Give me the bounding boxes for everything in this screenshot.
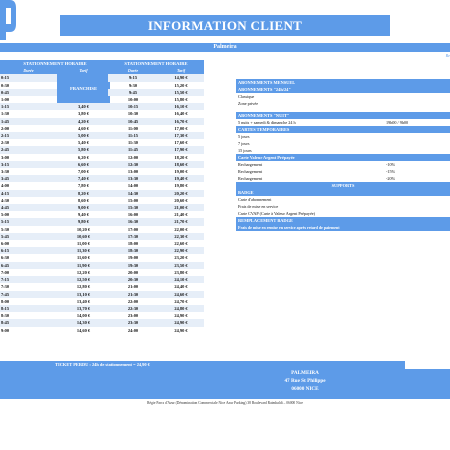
table-row bbox=[108, 118, 204, 125]
table-row bbox=[108, 125, 204, 132]
duration-cell: 6:30 bbox=[1, 255, 10, 261]
duration-cell: 7:45 bbox=[1, 291, 10, 297]
duration-cell: 0:15 bbox=[1, 75, 10, 81]
duration-cell: 20:00 bbox=[127, 269, 139, 275]
tarif-cell: 24,90 € bbox=[174, 327, 188, 333]
tarif-cell: 4,20 € bbox=[78, 118, 89, 124]
tarif-cell: 23,20 € bbox=[174, 255, 188, 261]
table-row bbox=[108, 190, 204, 197]
table-row bbox=[108, 291, 204, 298]
table-row bbox=[0, 211, 110, 218]
table-row bbox=[108, 74, 204, 81]
col-duree: Durée bbox=[0, 67, 57, 74]
recharge-label: Rechargement bbox=[238, 176, 263, 181]
duration-cell: 1:30 bbox=[1, 111, 10, 117]
duration-cell: 3:00 bbox=[1, 154, 10, 160]
duration-cell: 2:30 bbox=[1, 140, 10, 146]
table-row bbox=[0, 125, 110, 132]
duration-cell: 12:30 bbox=[127, 161, 139, 167]
tarif-cell: 13,10 € bbox=[76, 291, 91, 297]
duration-cell: 8:45 bbox=[1, 320, 10, 326]
abo-nuit-item: 5 nuits + samedi & dimanche 24 h bbox=[238, 120, 296, 125]
duration-cell: 9:45 bbox=[128, 89, 138, 95]
table-row bbox=[108, 319, 204, 326]
duration-cell: 18:00 bbox=[127, 241, 139, 247]
remplacement-header: REMPLACEMENT BADGE bbox=[236, 217, 450, 224]
tarif-cell: 19,40 € bbox=[174, 176, 188, 182]
list-item: 15 jours bbox=[238, 148, 252, 153]
duration-cell: 16:30 bbox=[127, 219, 139, 225]
table-row bbox=[0, 327, 110, 334]
table-row bbox=[0, 283, 110, 290]
duration-cell: 18:30 bbox=[127, 248, 139, 254]
list-item bbox=[236, 168, 450, 175]
duration-cell: 23:30 bbox=[127, 320, 139, 326]
duration-cell: 10:15 bbox=[127, 104, 139, 110]
duration-cell: 9:15 bbox=[128, 75, 138, 81]
tarif-cell: 13,40 € bbox=[76, 298, 91, 304]
table-row bbox=[108, 139, 204, 146]
hourly-table-middle bbox=[108, 60, 204, 334]
table-row bbox=[108, 283, 204, 290]
tarif-cell: 16,70 € bbox=[174, 118, 188, 124]
table-row bbox=[108, 161, 204, 168]
table-row bbox=[0, 233, 110, 240]
duration-cell: 7:00 bbox=[1, 269, 10, 275]
badge-header: BADGE bbox=[236, 189, 450, 196]
tarif-cell: 23,80 € bbox=[174, 269, 188, 275]
duration-cell: 11:00 bbox=[127, 125, 138, 131]
duration-cell: 2:45 bbox=[1, 147, 10, 153]
duration-cell: 4:45 bbox=[1, 205, 10, 211]
duration-cell: 5:00 bbox=[1, 212, 10, 218]
duration-cell: 11:30 bbox=[127, 140, 138, 146]
tarif-cell: 14,30 € bbox=[76, 320, 91, 326]
table-row bbox=[108, 254, 204, 261]
tarif-cell: 17,90 € bbox=[174, 147, 188, 153]
tarif-cell: 9,40 € bbox=[78, 212, 89, 218]
tarif-cell: 7,00 € bbox=[78, 169, 89, 175]
duration-cell: 1:00 bbox=[1, 97, 10, 103]
table-row bbox=[0, 182, 110, 189]
duration-cell: 24:00 bbox=[127, 327, 139, 333]
table-row bbox=[0, 103, 110, 110]
table-row bbox=[108, 247, 204, 254]
duration-cell: 21:30 bbox=[127, 291, 139, 297]
duration-cell: 5:45 bbox=[1, 233, 10, 239]
table-row bbox=[108, 110, 204, 117]
table-row bbox=[108, 132, 204, 139]
city-banner: Palmeira bbox=[0, 43, 450, 52]
tarif-cell: 18,60 € bbox=[174, 161, 188, 167]
tarif-cell: 12,80 € bbox=[76, 284, 91, 290]
recharge-pct: -10% bbox=[386, 162, 396, 167]
table-row bbox=[0, 132, 110, 139]
tarif-cell: 22,90 € bbox=[174, 248, 188, 254]
address-street: 47 Rue St Philippe bbox=[284, 378, 326, 384]
tarif-cell: 21,40 € bbox=[174, 212, 188, 218]
duration-cell: 23:00 bbox=[127, 313, 139, 319]
list-item bbox=[236, 119, 450, 126]
subscriptions-panel bbox=[236, 79, 450, 231]
tarif-cell: 9,80 € bbox=[78, 219, 89, 225]
duration-cell: 3:30 bbox=[1, 169, 10, 175]
tarif-cell: 12,20 € bbox=[76, 269, 91, 275]
tarif-cell: 11,90 € bbox=[77, 262, 90, 268]
tarif-cell: 24,10 € bbox=[174, 277, 188, 283]
tarif-cell: 10,60 € bbox=[76, 233, 91, 239]
duration-cell: 0:30 bbox=[1, 82, 10, 88]
table-header: STATIONNEMENT HORAIRE bbox=[0, 60, 110, 67]
tarif-cell: 22,60 € bbox=[174, 241, 188, 247]
table-row bbox=[0, 139, 110, 146]
table-row bbox=[0, 197, 110, 204]
tarif-cell: 7,40 € bbox=[78, 176, 89, 182]
duration-cell: 22:30 bbox=[127, 305, 139, 311]
tarif-cell: 4,60 € bbox=[78, 125, 89, 131]
list-item bbox=[236, 161, 450, 168]
duration-cell: 19:00 bbox=[127, 255, 139, 261]
tarif-cell: 8,60 € bbox=[78, 197, 89, 203]
list-item: Carte d'abonnement bbox=[238, 197, 272, 202]
table-row bbox=[108, 305, 204, 312]
table-row bbox=[108, 175, 204, 182]
abo-24-header: ABONNEMENTS "24h/24" bbox=[236, 86, 450, 93]
table-row bbox=[0, 262, 110, 269]
tarif-cell: 11,00 € bbox=[77, 241, 90, 247]
table-row bbox=[0, 240, 110, 247]
col-tarif: Tarif bbox=[158, 67, 204, 74]
table-row bbox=[0, 269, 110, 276]
tarif-cell: 14,60 € bbox=[76, 327, 91, 333]
table-row bbox=[0, 74, 110, 81]
tarif-cell: 8,20 € bbox=[78, 190, 89, 196]
tarif-cell: 15,80 € bbox=[174, 97, 188, 103]
table-row bbox=[108, 168, 204, 175]
page-title: INFORMATION CLIENT bbox=[60, 15, 390, 36]
table-row bbox=[0, 247, 110, 254]
duration-cell: 6:45 bbox=[1, 262, 10, 268]
tarif-cell: 20,20 € bbox=[174, 190, 188, 196]
tarif-cell: 5,00 € bbox=[78, 133, 89, 139]
tarif-cell: 5,40 € bbox=[78, 140, 89, 146]
lost-ticket-note: TICKET PERDU : 24h de stationnement = 24,90 € bbox=[0, 361, 205, 369]
table-row bbox=[0, 190, 110, 197]
duration-cell: 5:30 bbox=[1, 226, 10, 232]
table-row bbox=[0, 204, 110, 211]
table-header: STATIONNEMENT HORAIRE bbox=[108, 60, 204, 67]
duration-cell: 5:15 bbox=[1, 219, 10, 225]
duration-cell: 21:00 bbox=[127, 284, 139, 290]
recharge-label: Rechargement bbox=[238, 169, 263, 174]
recharge-label: Rechargement bbox=[238, 162, 263, 167]
duration-cell: 15:30 bbox=[127, 205, 139, 211]
table-row bbox=[108, 211, 204, 218]
duration-cell: 0:45 bbox=[1, 89, 10, 95]
table-row bbox=[108, 262, 204, 269]
table-row bbox=[108, 154, 204, 161]
duration-cell: 11:45 bbox=[127, 147, 138, 153]
tarif-cell: 17,00 € bbox=[174, 125, 188, 131]
duration-cell: 13:00 bbox=[127, 169, 139, 175]
duration-cell: 6:15 bbox=[1, 248, 10, 254]
table-row bbox=[0, 118, 110, 125]
duration-cell: 8:15 bbox=[1, 305, 10, 311]
tarif-cell: 19,00 € bbox=[174, 169, 188, 175]
table-row bbox=[0, 154, 110, 161]
tarif-cell: 14,00 € bbox=[76, 313, 91, 319]
duration-cell: 10:00 bbox=[127, 97, 139, 103]
table-row bbox=[0, 168, 110, 175]
tarif-cell: 24,70 € bbox=[174, 298, 188, 304]
tarif-cell: 24,90 € bbox=[174, 320, 188, 326]
tarif-cell: 17,30 € bbox=[174, 133, 188, 139]
table-row bbox=[108, 197, 204, 204]
tarif-cell: 6,20 € bbox=[78, 154, 89, 160]
duration-cell: 2:15 bbox=[1, 133, 10, 139]
table-row bbox=[108, 240, 204, 247]
address-block bbox=[205, 361, 405, 399]
tarif-cell: 15,20 € bbox=[174, 82, 188, 88]
address-city: 06000 NICE bbox=[291, 386, 319, 392]
table-row bbox=[108, 298, 204, 305]
table-row bbox=[108, 233, 204, 240]
table-row bbox=[108, 327, 204, 334]
list-item: 5 jours bbox=[238, 134, 250, 139]
table-row bbox=[108, 96, 204, 103]
table-row bbox=[0, 218, 110, 225]
duration-cell: 7:30 bbox=[1, 284, 10, 290]
remplacement-note: Frais de mise en remise en service après retard de paiement bbox=[236, 224, 450, 231]
tarif-cell: 11,60 € bbox=[77, 255, 90, 261]
supports-header: SUPPORTS bbox=[236, 182, 450, 189]
duration-cell: 3:45 bbox=[1, 176, 10, 182]
carte-valeur-header: Carte Valeur Argent Prépayée bbox=[236, 154, 450, 161]
tarif-cell: 24,90 € bbox=[174, 313, 188, 319]
table-row bbox=[108, 82, 204, 89]
duration-cell: 1:15 bbox=[1, 104, 10, 110]
duration-cell: 4:00 bbox=[1, 183, 10, 189]
list-item: Classique bbox=[238, 94, 255, 99]
tarif-cell: 23,50 € bbox=[174, 262, 188, 268]
abo-nuit-header: ABONNEMENTS "NUIT" bbox=[236, 112, 450, 119]
duration-cell: 9:00 bbox=[1, 327, 10, 333]
tarif-cell: 21,70 € bbox=[174, 219, 188, 225]
duration-cell: 19:30 bbox=[127, 262, 139, 268]
duration-cell: 13:30 bbox=[127, 176, 139, 182]
tarif-cell: 16,40 € bbox=[174, 111, 188, 117]
table-row bbox=[108, 103, 204, 110]
table-row bbox=[108, 146, 204, 153]
list-item: Frais de mise en service bbox=[238, 204, 279, 209]
duration-cell: 2:00 bbox=[1, 125, 10, 131]
duration-cell: 17:00 bbox=[127, 226, 139, 232]
table-row bbox=[108, 204, 204, 211]
cartes-header: CARTES TEMPORAIRES bbox=[236, 126, 450, 133]
table-row bbox=[108, 218, 204, 225]
duration-cell: 4:15 bbox=[1, 190, 10, 196]
table-row bbox=[0, 305, 110, 312]
duration-cell: 8:00 bbox=[1, 298, 10, 304]
tarif-cell: 16,10 € bbox=[174, 104, 188, 110]
tarif-cell: 22,30 € bbox=[174, 233, 188, 239]
table-row bbox=[0, 226, 110, 233]
tarif-cell: 7,80 € bbox=[78, 183, 89, 189]
tarif-cell: 21,00 € bbox=[174, 205, 188, 211]
table-row bbox=[108, 269, 204, 276]
table-row bbox=[0, 110, 110, 117]
duration-cell: 16:00 bbox=[127, 212, 139, 218]
duration-cell: 10:30 bbox=[127, 111, 139, 117]
table-row bbox=[108, 226, 204, 233]
table-row bbox=[0, 146, 110, 153]
duration-cell: 3:15 bbox=[1, 161, 10, 167]
duration-cell: 8:30 bbox=[1, 313, 10, 319]
duration-cell: 12:00 bbox=[127, 154, 139, 160]
tarif-cell: 20,60 € bbox=[174, 197, 188, 203]
duration-cell: 11:15 bbox=[127, 133, 138, 139]
tarif-cell: 3,80 € bbox=[78, 111, 89, 117]
list-item: 7 jours bbox=[238, 141, 250, 146]
tarif-cell: 24,40 € bbox=[174, 284, 188, 290]
duration-cell: 1:45 bbox=[1, 118, 10, 124]
tarif-cell: 15,50 € bbox=[174, 89, 188, 95]
col-tarif: Tarif bbox=[57, 67, 110, 74]
tarif-cell: 24,60 € bbox=[174, 291, 188, 297]
hourly-table-left bbox=[0, 60, 110, 334]
franchise-cell: FRANCHISE bbox=[57, 74, 110, 103]
edge-note: Re bbox=[445, 53, 450, 58]
col-duree: Durée bbox=[108, 67, 158, 74]
table-row bbox=[0, 276, 110, 283]
tarif-cell: 6,60 € bbox=[78, 161, 89, 167]
duration-cell: 10:45 bbox=[127, 118, 139, 124]
duration-cell: 6:00 bbox=[1, 241, 10, 247]
tarif-cell: 22,00 € bbox=[174, 226, 188, 232]
tarif-cell: 18,20 € bbox=[174, 154, 188, 160]
table-row bbox=[108, 182, 204, 189]
duration-cell: 9:30 bbox=[128, 82, 138, 88]
duration-cell: 20:30 bbox=[127, 277, 139, 283]
legal-notice: Régie Parcs d'Azur (Dénomination Commerciale Nice Azur Parking) 38 Boulevard Raimbaldi – 06000 Nice bbox=[147, 401, 303, 405]
table-row bbox=[108, 276, 204, 283]
tarif-cell: 3,40 € bbox=[78, 104, 89, 110]
table-row bbox=[0, 291, 110, 298]
tarif-cell: 13,70 € bbox=[76, 305, 91, 311]
tarif-cell: 24,80 € bbox=[174, 305, 188, 311]
table-row bbox=[0, 254, 110, 261]
table-row bbox=[0, 175, 110, 182]
table-row bbox=[0, 312, 110, 319]
tarif-cell: 19,80 € bbox=[174, 183, 188, 189]
tarif-cell: 9,00 € bbox=[78, 205, 89, 211]
table-row bbox=[0, 319, 110, 326]
tarif-cell: 5,80 € bbox=[78, 147, 89, 153]
address-name: PALMEIRA bbox=[291, 370, 319, 376]
tarif-cell: 10,20 € bbox=[76, 226, 91, 232]
table-row bbox=[108, 312, 204, 319]
duration-cell: 17:30 bbox=[127, 233, 139, 239]
duration-cell: 4:30 bbox=[1, 197, 10, 203]
list-item: Zone privée bbox=[238, 101, 259, 106]
abonnements-header: ABONNEMENTS MENSUEL bbox=[236, 79, 450, 86]
duration-cell: 14:30 bbox=[127, 190, 139, 196]
duration-cell: 7:15 bbox=[1, 277, 10, 283]
duration-cell: 15:00 bbox=[127, 197, 139, 203]
recharge-pct: -15% bbox=[386, 169, 396, 174]
tarif-cell: 12,50 € bbox=[76, 277, 91, 283]
tarif-cell: 11,30 € bbox=[77, 248, 90, 254]
list-item: Carte CVAP (Carte à Valeur Argent Prépayée) bbox=[238, 211, 316, 216]
table-row bbox=[0, 298, 110, 305]
tarif-cell: 14,90 € bbox=[174, 75, 188, 81]
recharge-pct: -20% bbox=[386, 176, 396, 181]
abo-nuit-hours: 19h00 / 9h00 bbox=[386, 120, 409, 125]
duration-cell: 22:00 bbox=[127, 298, 139, 304]
list-item bbox=[236, 175, 450, 182]
table-row bbox=[0, 161, 110, 168]
tarif-cell: 17,60 € bbox=[174, 140, 188, 146]
duration-cell: 14:00 bbox=[127, 183, 139, 189]
table-row bbox=[108, 89, 204, 96]
logo bbox=[0, 0, 16, 40]
